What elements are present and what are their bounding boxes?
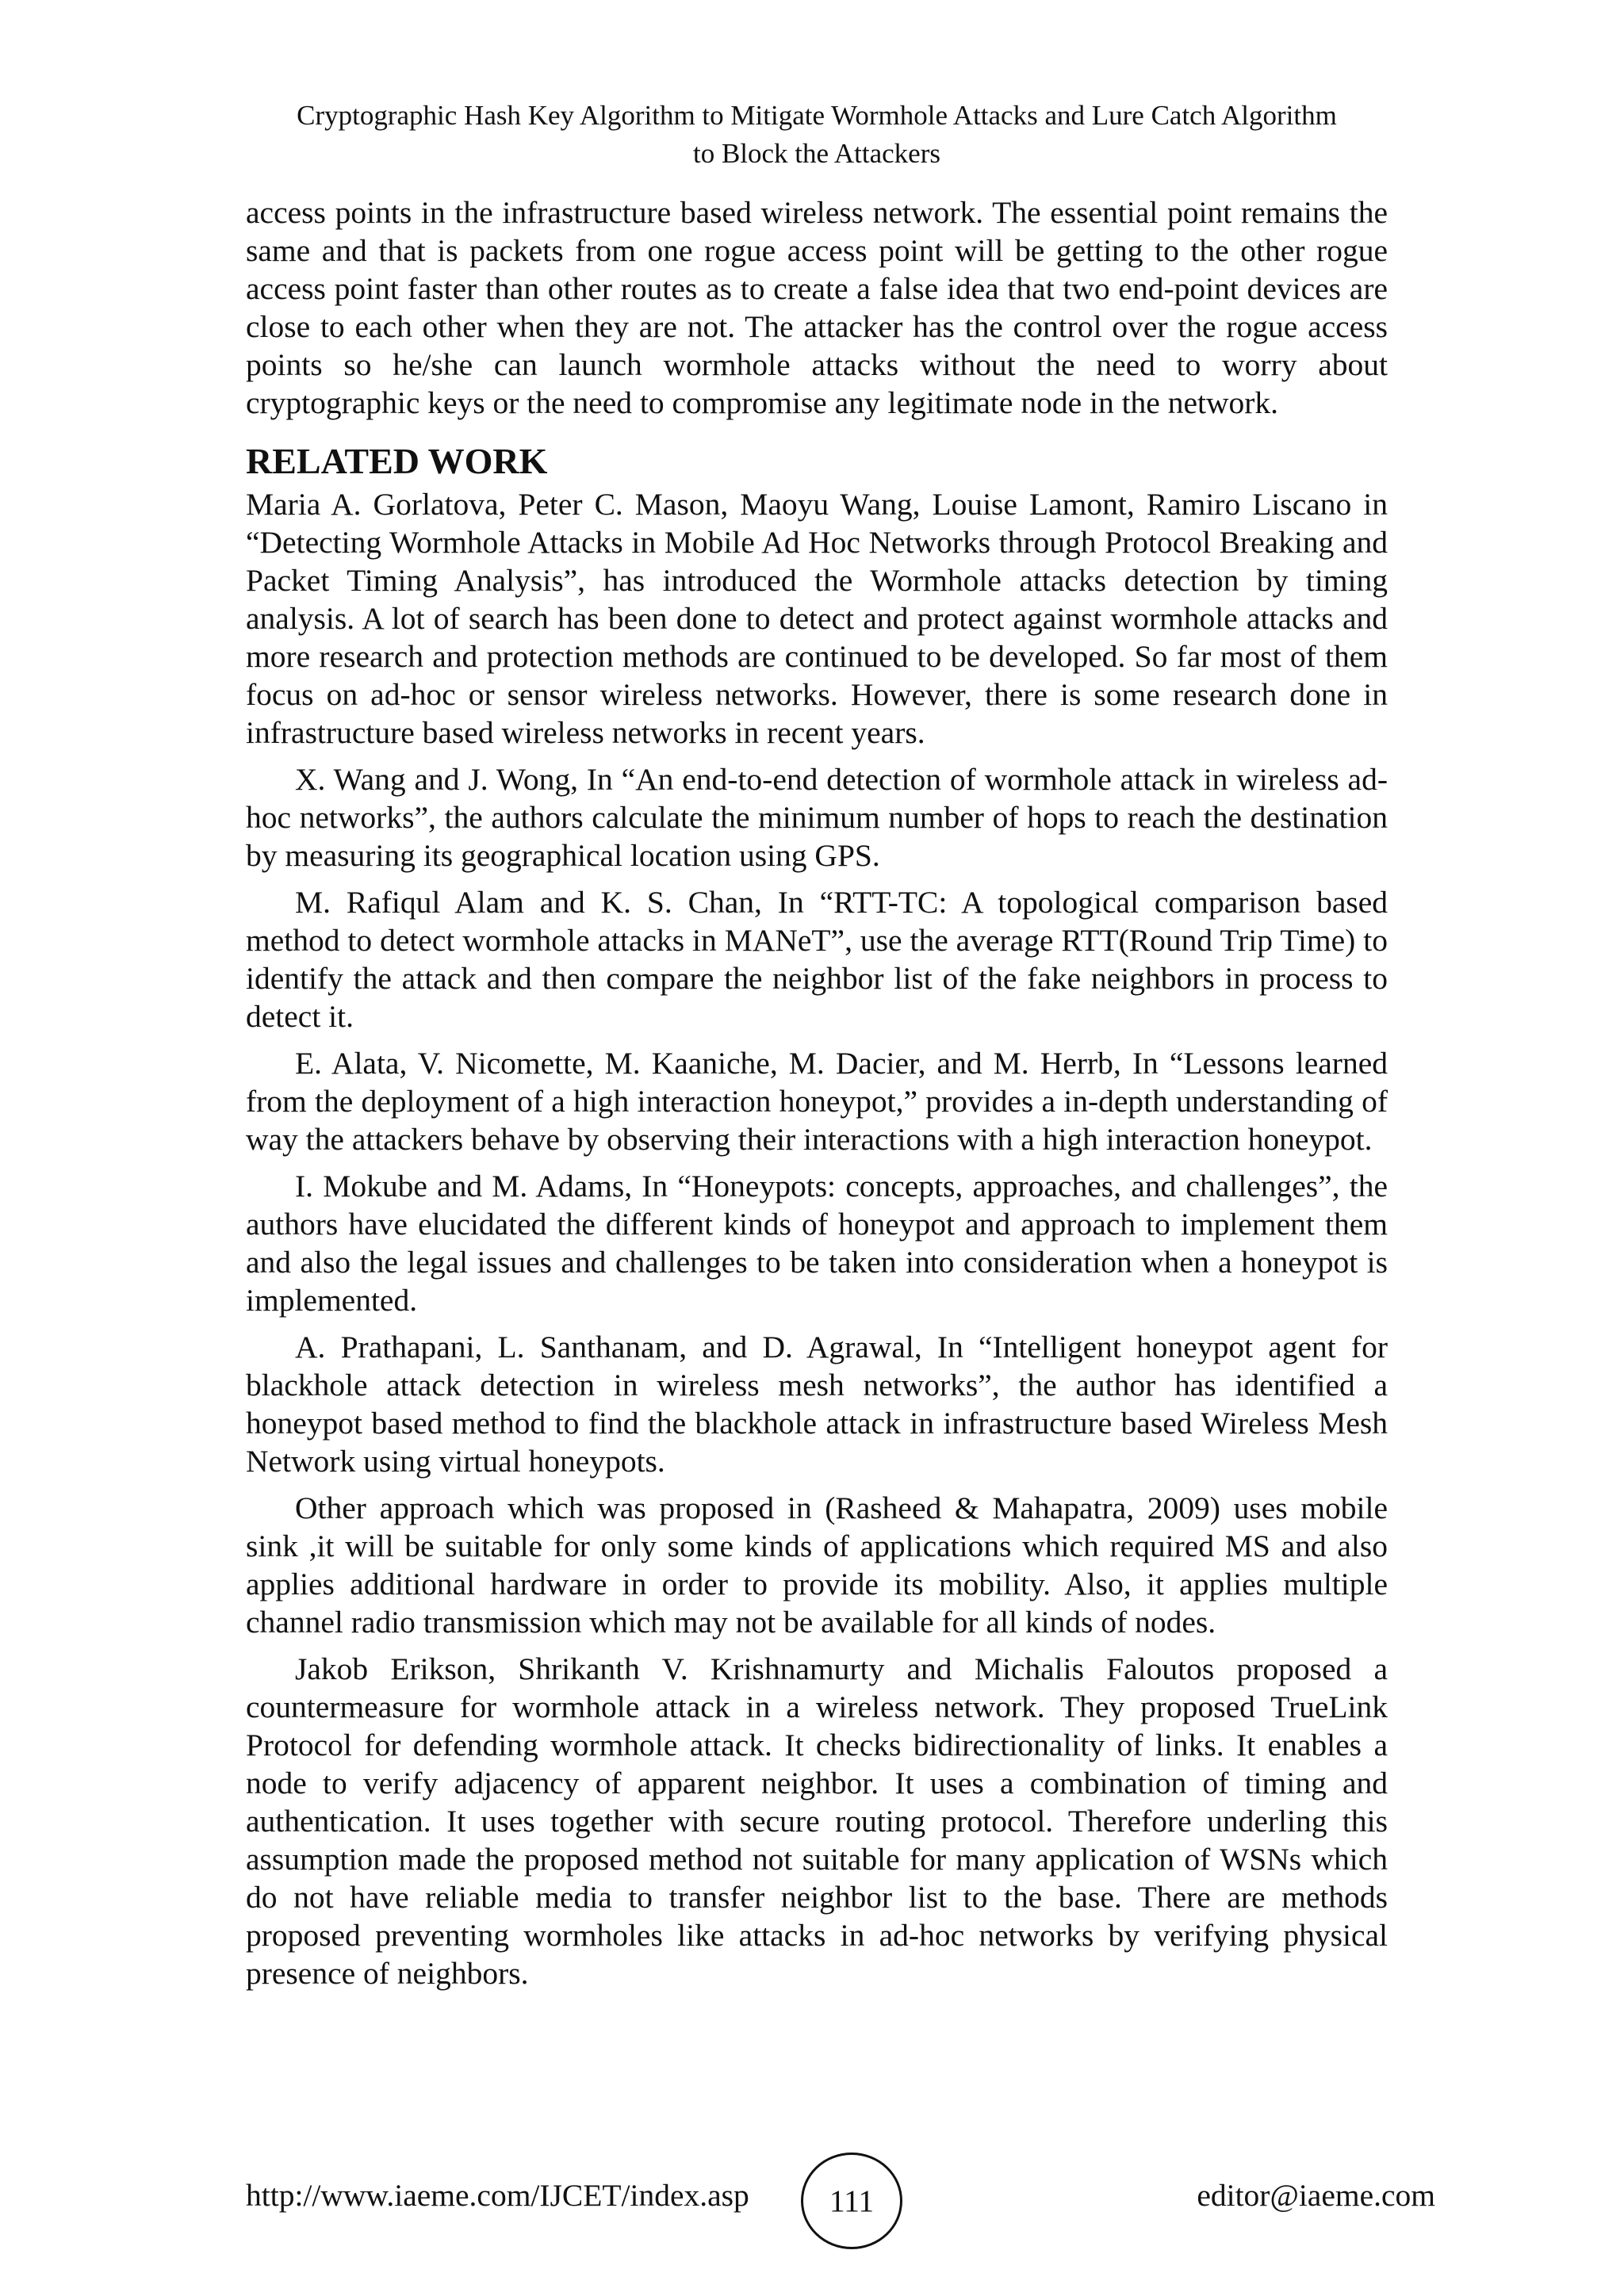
paragraph-mokube-adams: I. Mokube and M. Adams, In “Honeypots: concepts, approaches, and challenges”, the authors have elucidated the different kinds of honeypot and approach to implement them and also the legal issues and challenges to be taken into consideration when a honeypot is implemented. — [246, 1169, 1388, 1318]
paragraph-rasheed: Other approach which was proposed in (Rasheed & Mahapatra, 2009) uses mobile sink ,it will be suitable for only some kinds of applications which required MS and also applies additional hardware in order to provide its mobility. Also, it applies multiple channel radio transmission which may not be available for all kinds of nodes. — [246, 1490, 1388, 1640]
paragraph-erikson: Jakob Erikson, Shrikanth V. Krishnamurty and Michalis Faloutos proposed a countermeasure for wormhole attack in a wireless network. They proposed TrueLink Protocol for defending wormhole attack. It checks bidirectionality of links. It enables a node to verify adjacency of apparent neighbor. It uses a combination of timing and authentication. It uses together with secure routing protocol. Therefore underling this assumption made the proposed method not suitable for many application of WSNs which do not have reliable media to transfer neighbor list to the base. There are methods proposed preventing wormholes like attacks in ad-hoc networks by verifying physical presence of neighbors. — [246, 1651, 1388, 1991]
paragraph-alata: E. Alata, V. Nicomette, M. Kaaniche, M. Dacier, and M. Herrb, In “Lessons learned from the deployment of a high interaction honeypot,” provides a in-depth understanding of way the attackers behave by observing their interactions with a high interaction honeypot. — [246, 1046, 1388, 1157]
paragraph-prathapani: A. Prathapani, L. Santhanam, and D. Agrawal, In “Intelligent honeypot agent for blackhole attack detection in wireless mesh networks”, the author has identified a honeypot based method to find the blackhole attack in infrastructure based Wireless Mesh Network using virtual honeypots. — [246, 1330, 1388, 1479]
article-body — [246, 193, 1388, 2001]
footer-url-link[interactable]: http://www.iaeme.com/IJCET/index.asp — [246, 2178, 749, 2213]
section-heading: RELATED WORK — [246, 441, 548, 481]
document-page — [246, 0, 1388, 2296]
paragraph-alam-chan: M. Rafiqul Alam and K. S. Chan, In “RTT-TC: A topological comparison based method to detect wormhole attacks in MANeT”, use the average RTT(Round Trip Time) to identify the attack and then compare the neighbor list of the fake neighbors in process to detect it. — [246, 885, 1388, 1034]
paragraph-gorlatova: Maria A. Gorlatova, Peter C. Mason, Maoyu Wang, Louise Lamont, Ramiro Liscano in “Detecting Wormhole Attacks in Mobile Ad Hoc Networks through Protocol Breaking and Packet Timing Analysis”, has introduced the Wormhole attacks detection by timing analysis. A lot of search has been done to detect and protect against wormhole attacks and more research and protection methods are continued to be developed. So far most of them focus on ad-hoc or sensor wireless networks. However, there is some research done in infrastructure based wireless networks in recent years. — [246, 487, 1388, 750]
page-number-badge — [801, 2152, 902, 2249]
header-title-line-2: to Block the Attackers — [692, 138, 940, 169]
page-number: 111 — [829, 2183, 875, 2218]
page-footer — [246, 2152, 1435, 2240]
paragraph-wang-wong: X. Wang and J. Wong, In “An end-to-end detection of wormhole attack in wireless ad-hoc networks”, the authors calculate the minimum number of hops to reach the destination by measuring its geographical location using GPS. — [246, 762, 1388, 873]
header-title-line-1: Cryptographic Hash Key Algorithm to Mitigate Wormhole Attacks and Lure Catch Algorithm — [297, 100, 1337, 131]
intro-paragraph: access points in the infrastructure based wireless network. The essential point remains the same and that is packets from one rogue access point will be getting to the other rogue access point faster than other routes as to create a false idea that two end-point devices are close to each other when they are not. The attacker has the control over the rogue access points so he/she can launch wormhole attacks without the need to worry about cryptographic keys or the need to compromise any legitimate node in the network. — [246, 195, 1388, 420]
running-header — [246, 97, 1388, 173]
footer-email-link[interactable]: editor@iaeme.com — [1197, 2178, 1435, 2213]
